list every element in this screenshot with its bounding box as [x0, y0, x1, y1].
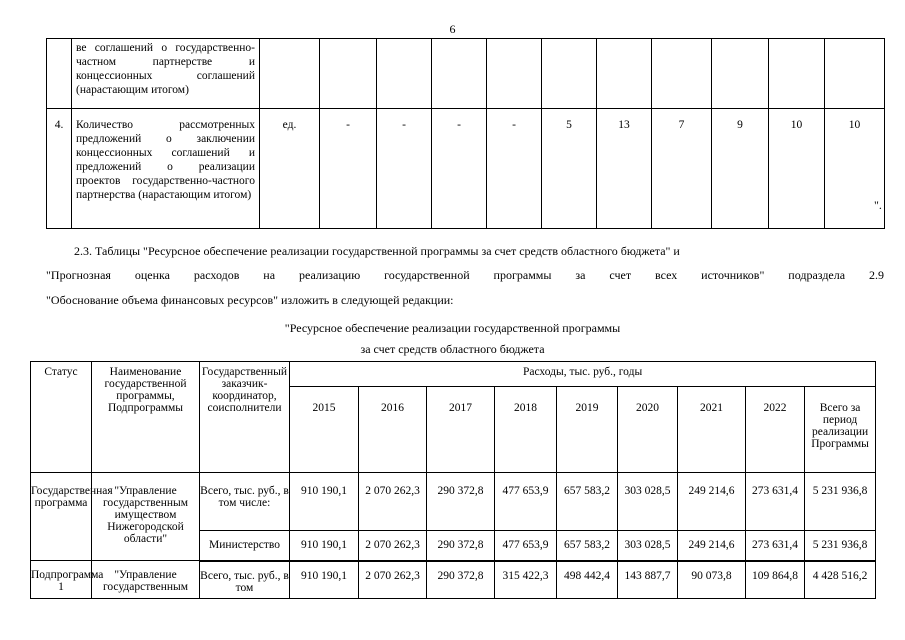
customer-cell: Всего, тыс. руб., в том — [200, 561, 290, 599]
value-cell: - — [320, 109, 377, 229]
header-name: Наименование государственной программы, Подпрограммы — [92, 362, 200, 473]
program-name-cell: "Управление государственным имуществом Нижегородской области" — [92, 473, 200, 561]
indicator-name: Количество рассмотренных предложений о заключении концессионных соглашений и предложений о реализации проектов государственно-частного партнерства (нарастающим итогом) — [72, 109, 260, 229]
value-cell: 290 372,8 — [427, 561, 495, 599]
value-cell: 4 428 516,2 — [805, 561, 876, 599]
value-cell: 143 887,7 — [618, 561, 678, 599]
header-total: Всего за период реализации Программы — [805, 387, 876, 473]
header-year: 2019 — [557, 387, 618, 473]
value-cell: 5 231 936,8 — [805, 473, 876, 531]
value-cell: - — [487, 109, 542, 229]
value-cell: 2 070 262,3 — [359, 531, 427, 561]
value-cell: 5 231 936,8 — [805, 531, 876, 561]
header-year: 2017 — [427, 387, 495, 473]
value-cell: 910 190,1 — [290, 473, 359, 531]
unit-cell: ед. — [260, 109, 320, 229]
value-cell: 109 864,8 — [746, 561, 805, 599]
value-cell: 249 214,6 — [678, 531, 746, 561]
value-cell: 10 — [769, 109, 825, 229]
program-name-cell: "Управление государственным — [92, 561, 200, 599]
header-year: 2015 — [290, 387, 359, 473]
header-year: 2022 — [746, 387, 805, 473]
budget-table — [30, 361, 876, 599]
header-year: 2016 — [359, 387, 427, 473]
header-year: 2021 — [678, 387, 746, 473]
value-cell: 249 214,6 — [678, 473, 746, 531]
table-row — [31, 561, 876, 599]
value-cell: 13 — [597, 109, 652, 229]
value-cell: 290 372,8 — [427, 531, 495, 561]
indicator-name-cont: ве соглашений о государственно-частном партнерстве и концессионных соглашений (нарастающим итогом) — [72, 39, 260, 109]
row-number: 4. — [47, 109, 72, 229]
value-cell: 5 — [542, 109, 597, 229]
header-year: 2018 — [495, 387, 557, 473]
table-row — [47, 109, 885, 229]
header-customer: Государственный заказчик-координатор, соисполнители — [200, 362, 290, 473]
table-row — [47, 39, 885, 109]
value-cell: 657 583,2 — [557, 473, 618, 531]
page-number: 6 — [449, 22, 456, 36]
value-cell: - — [377, 109, 432, 229]
value-cell: 273 631,4 — [746, 473, 805, 531]
value-cell: 303 028,5 — [618, 473, 678, 531]
value-cell: 290 372,8 — [427, 473, 495, 531]
value-cell: - — [432, 109, 487, 229]
value-cell: 303 028,5 — [618, 531, 678, 561]
table-title-line-2: за счет средств областного бюджета — [360, 342, 545, 356]
value-cell: 90 073,8 — [678, 561, 746, 599]
table-title-line-1: "Ресурсное обеспечение реализации государственной программы — [284, 321, 621, 335]
value-cell: 10 — [825, 109, 885, 229]
paragraph-line-3: "Обоснование объема финансовых ресурсов" изложить в следующей редакции: — [46, 293, 454, 307]
closing-quote: ". — [874, 198, 882, 212]
value-cell: 7 — [652, 109, 712, 229]
table-row — [31, 473, 876, 531]
header-year: 2020 — [618, 387, 678, 473]
customer-cell: Всего, тыс. руб., в том числе: — [200, 473, 290, 531]
value-cell: 477 653,9 — [495, 531, 557, 561]
status-cell: Государственная программа — [31, 473, 92, 561]
value-cell: 910 190,1 — [290, 561, 359, 599]
paragraph-line-2: "Прогнозная оценка расходов на реализацию государственной программы за счет всех источников" подраздела 2.9 — [46, 268, 884, 282]
header-expenses: Расходы, тыс. руб., годы — [290, 362, 876, 387]
value-cell: 9 — [712, 109, 769, 229]
status-cell: Подпрограмма 1 — [31, 561, 92, 599]
value-cell: 498 442,4 — [557, 561, 618, 599]
value-cell: 910 190,1 — [290, 531, 359, 561]
value-cell: 477 653,9 — [495, 473, 557, 531]
value-cell: 2 070 262,3 — [359, 473, 427, 531]
value-cell: 2 070 262,3 — [359, 561, 427, 599]
header-status: Статус — [31, 362, 92, 473]
value-cell: 657 583,2 — [557, 531, 618, 561]
value-cell: 315 422,3 — [495, 561, 557, 599]
customer-cell: Министерство — [200, 531, 290, 561]
paragraph-line-1: 2.3. Таблицы "Ресурсное обеспечение реализации государственной программы за счет средств областного бюджета" и — [74, 244, 680, 258]
value-cell: 273 631,4 — [746, 531, 805, 561]
indicators-table — [46, 38, 885, 229]
